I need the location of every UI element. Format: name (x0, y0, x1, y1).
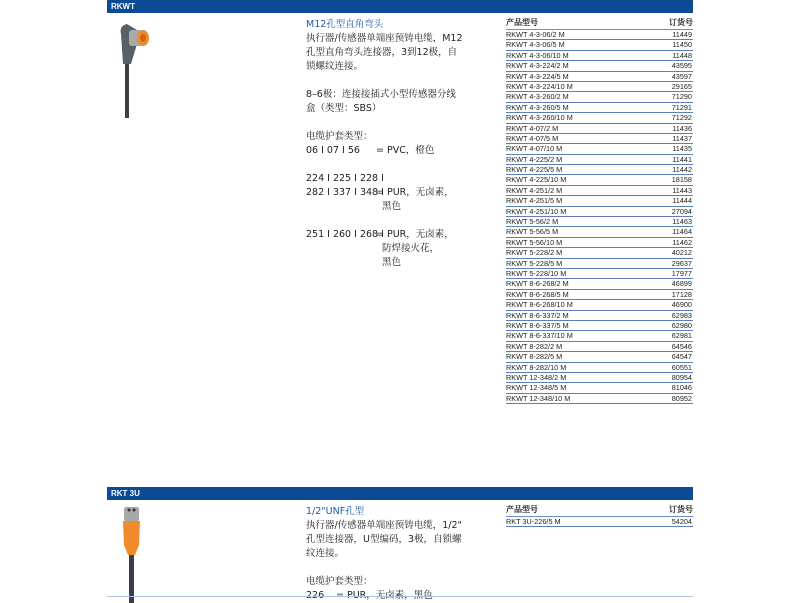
cable-type-pvc (306, 144, 506, 158)
cable-codes: 224 I 225 I 228 I (306, 173, 384, 184)
table-row (506, 92, 693, 102)
table-row (506, 311, 693, 321)
model-cell: RKWT 4-3-260/10 M (506, 113, 573, 123)
table-row (506, 124, 693, 134)
table-row (506, 321, 693, 331)
table-row (506, 217, 693, 227)
order-number-cell: 64547 (671, 352, 692, 362)
order-number-cell: 46900 (671, 300, 692, 310)
col-header-model: 产品型号 (506, 505, 538, 514)
model-cell: RKWT 12-348/2 M (506, 372, 567, 382)
section-rkwt (107, 0, 693, 470)
order-number-cell: 60551 (671, 362, 692, 372)
model-cell: RKWT 5-228/5 M (506, 258, 563, 268)
cable-type-pur (306, 186, 506, 200)
section-header-bar: RKWT (107, 0, 693, 13)
table-row (506, 82, 693, 92)
model-cell: RKWT 12-348/10 M (506, 393, 571, 403)
order-number-cell: 62981 (671, 331, 692, 341)
desc-line: 执行器/传感器单端座预铸电缆，M12 (306, 33, 463, 44)
model-cell: RKWT 4-251/2 M (506, 185, 563, 195)
product-image-right-angle-connector (115, 20, 155, 120)
table-row (506, 103, 693, 113)
model-cell: RKWT 8-6-337/5 M (506, 320, 569, 330)
cable-type-pur (306, 172, 506, 186)
model-cell: RKWT 8-282/2 M (506, 341, 563, 351)
order-number-cell: 11464 (672, 227, 692, 237)
product-table (506, 17, 693, 404)
model-cell: RKWT 4-225/5 M (506, 165, 563, 175)
product-title: M12孔型直角弯头 (306, 19, 384, 30)
table-row (506, 61, 693, 71)
order-number-cell: 80952 (671, 393, 692, 403)
order-number-cell: 11449 (672, 30, 692, 39)
table-row (506, 352, 693, 362)
product-title: 1/2"UNF孔型 (306, 506, 365, 517)
table-row (506, 196, 693, 206)
model-cell: RKWT 4-225/10 M (506, 175, 567, 185)
order-number-cell: 11435 (672, 144, 692, 154)
table-row (506, 300, 693, 310)
model-cell: RKWT 4-3-260/2 M (506, 92, 569, 102)
product-table (506, 504, 693, 527)
model-cell: RKWT 8-282/10 M (506, 362, 567, 372)
order-number-cell: 62980 (671, 320, 692, 330)
table-row (506, 373, 693, 383)
order-number-cell: 11442 (672, 165, 692, 175)
table-row (506, 259, 693, 269)
model-cell: RKWT 5-228/10 M (506, 268, 567, 278)
table-row (506, 331, 693, 341)
table-row (506, 186, 693, 196)
model-cell: RKWT 5-56/5 M (506, 227, 559, 237)
order-number-cell: 46899 (671, 279, 692, 289)
order-number-cell: 71291 (671, 102, 692, 112)
section-header-bar: RKT 3U (107, 487, 693, 500)
table-row (506, 517, 693, 527)
desc-line: 孔型直角弯头连接器，3到12极，自 (306, 47, 458, 58)
model-cell: RKWT 4-225/2 M (506, 154, 563, 164)
order-number-cell: 27094 (671, 206, 692, 216)
model-cell: RKWT 12-348/5 M (506, 383, 567, 393)
order-number-cell: 81046 (671, 383, 692, 393)
order-number-cell: 64546 (671, 341, 692, 351)
cable-type-pur-weld (306, 228, 506, 242)
table-row (506, 207, 693, 217)
order-number-cell: 11437 (672, 133, 692, 143)
order-number-cell: 71290 (671, 92, 692, 102)
table-row (506, 144, 693, 154)
section-rkt-3u (107, 487, 693, 600)
table-row (506, 269, 693, 279)
cable-desc: 防焊接火花， (376, 243, 440, 254)
cable-desc: = PUR，无卤素， (376, 229, 454, 240)
col-header-order-no: 订货号 (669, 18, 693, 27)
order-number-cell: 11448 (672, 50, 692, 60)
cable-codes: 251 I 260 I 268 I (306, 229, 384, 240)
model-cell: RKWT 8-6-268/5 M (506, 289, 569, 299)
order-number-cell: 11443 (672, 185, 692, 195)
model-cell: RKWT 4-3-06/5 M (506, 40, 565, 50)
model-cell: RKWT 5-56/10 M (506, 237, 563, 247)
model-cell: RKWT 8-282/5 M (506, 352, 563, 362)
model-cell: RKT 3U-226/5 M (506, 517, 561, 526)
col-header-order-no: 订货号 (669, 505, 693, 514)
order-number-cell: 11463 (672, 217, 692, 227)
table-row (506, 40, 693, 50)
cable-desc: 黑色 (376, 257, 402, 268)
table-row (506, 383, 693, 393)
table-row (506, 227, 693, 237)
model-cell: RKWT 4-3-06/10 M (506, 50, 569, 60)
model-cell: RKWT 4-3-224/10 M (506, 81, 573, 91)
col-header-model: 产品型号 (506, 18, 538, 27)
order-number-cell: 80954 (671, 372, 692, 382)
model-cell: RKWT 4-3-224/2 M (506, 61, 569, 71)
table-row (506, 290, 693, 300)
order-number-cell: 18158 (671, 175, 692, 185)
order-number-cell: 11436 (672, 123, 692, 133)
cable-desc: 黑色 (376, 201, 402, 212)
model-cell: RKWT 4-3-224/5 M (506, 71, 569, 81)
table-row (506, 155, 693, 165)
table-row (506, 238, 693, 248)
model-cell: RKWT 8-6-268/10 M (506, 300, 573, 310)
model-cell: RKWT 4-07/2 M (506, 123, 559, 133)
table-row (506, 363, 693, 373)
desc-line: 执行器/传感器单端座预铸电缆，1/2" (306, 520, 462, 531)
table-row (506, 342, 693, 352)
order-number-cell: 43597 (671, 71, 692, 81)
product-description (306, 18, 506, 270)
cable-codes: 06 I 07 I 56 (306, 145, 360, 156)
table-row (506, 165, 693, 175)
order-number-cell: 11462 (672, 237, 692, 247)
model-cell: RKWT 4-251/5 M (506, 196, 563, 206)
order-number-cell: 54204 (671, 517, 692, 526)
model-cell: RKWT 8-6-337/2 M (506, 310, 569, 320)
product-description (306, 505, 506, 603)
table-row (506, 248, 693, 258)
order-number-cell: 62983 (671, 310, 692, 320)
order-number-cell: 11444 (672, 196, 692, 206)
desc-line: 孔型连接器，U型编码，3极，自锁螺 (306, 534, 462, 545)
product-image-straight-connector (117, 503, 147, 603)
table-header (506, 504, 693, 517)
model-cell: RKWT 4-251/10 M (506, 206, 567, 216)
cable-heading: 电缆护套类型： (306, 131, 373, 142)
table-row (506, 113, 693, 123)
model-cell: RKWT 4-07/5 M (506, 133, 559, 143)
note-line: 8–6极：连接接插式小型传感器分线 (306, 89, 456, 100)
model-cell: RKWT 5-56/2 M (506, 217, 559, 227)
model-cell: RKWT 4-3-260/5 M (506, 102, 569, 112)
model-cell: RKWT 8-6-268/2 M (506, 279, 569, 289)
cable-desc: = PVC，橙色 (376, 145, 435, 156)
table-row (506, 30, 693, 40)
model-cell: RKWT 4-3-06/2 M (506, 30, 565, 39)
desc-line: 纹连接。 (306, 548, 345, 559)
cable-desc: = PUR，无卤素， (376, 187, 454, 198)
desc-line: 锁螺纹连接。 (306, 61, 364, 72)
order-number-cell: 71292 (671, 113, 692, 123)
order-number-cell: 17977 (671, 268, 692, 278)
table-row (506, 394, 693, 404)
table-row (506, 279, 693, 289)
cable-heading: 电缆护套类型： (306, 576, 373, 587)
order-number-cell: 17128 (671, 289, 692, 299)
cable-codes: 282 I 337 I 348 I (306, 187, 384, 198)
model-cell: RKWT 8-6-337/10 M (506, 331, 573, 341)
page-bottom-divider (107, 596, 693, 597)
order-number-cell: 40212 (671, 248, 692, 258)
order-number-cell: 43595 (671, 61, 692, 71)
model-cell: RKWT 4-07/10 M (506, 144, 563, 154)
note-line: 盒（类型：SBS） (306, 103, 382, 114)
table-header (506, 17, 693, 30)
table-row (506, 134, 693, 144)
model-cell: RKWT 5-228/2 M (506, 248, 563, 258)
order-number-cell: 11450 (672, 40, 692, 50)
order-number-cell: 29637 (671, 258, 692, 268)
table-row (506, 72, 693, 82)
order-number-cell: 11441 (672, 154, 692, 164)
table-row (506, 175, 693, 185)
order-number-cell: 29165 (671, 81, 692, 91)
table-row (506, 51, 693, 61)
